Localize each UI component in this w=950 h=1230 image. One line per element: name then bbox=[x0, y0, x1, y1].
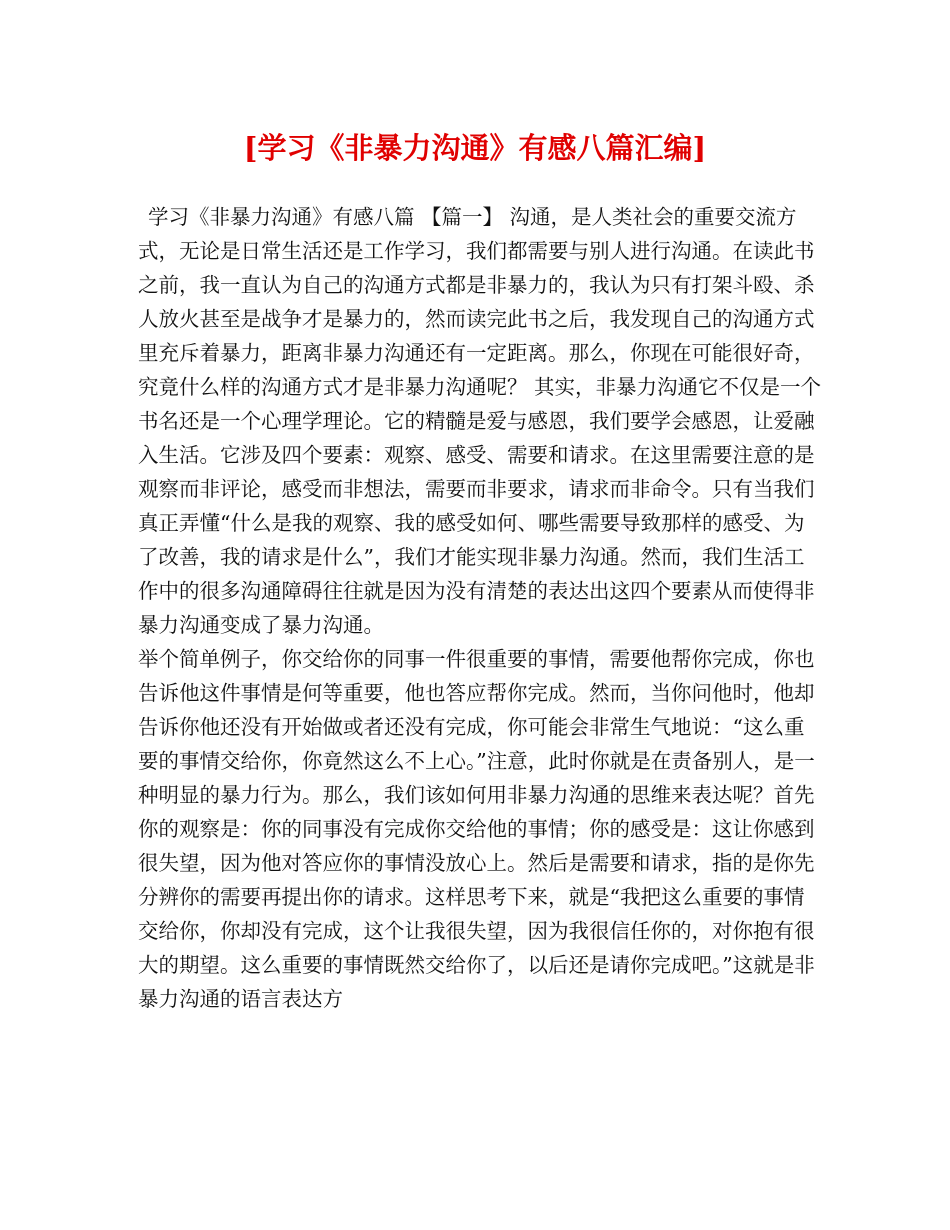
paragraph-1: 学习《非暴力沟通》有感八篇 【篇一】 沟通，是人类社会的重要交流方式，无论是日常生活还是工作学习，我们都需要与别人进行沟通。在读此书之前，我一直认为自己的沟通方式都是非暴力的，我认为只有打架斗殴、杀人放火甚至是战争才是暴力的，然而读完此书之后，我发现自己的沟通方式里充斥着暴力，距离非暴力沟通还有一定距离。那么，你现在可能很好奇，究竟什么样的沟通方式才是非暴力沟通呢？ 其实，非暴力沟通它不仅是一个书名还是一个心理学理论。它的精髓是爱与感恩，我们要学会感恩，让爱融入生活。它涉及四个要素：观察、感受、需要和请求。在这里需要注意的是观察而非评论，感受而非想法，需要而非要求，请求而非命令。只有当我们真正弄懂“什么是我的观察、我的感受如何、哪些需要导致那样的感受、为了改善，我的请求是什么”，我们才能实现非暴力沟通。然而，我们生活工作中的很多沟通障碍往往就是因为没有清楚的表达出这四个要素从而使得非暴力沟通变成了暴力沟通。 bbox=[138, 205, 822, 637]
document-body bbox=[138, 200, 822, 1016]
document-title: [学习《非暴力沟通》有感八篇汇编] bbox=[243, 131, 707, 165]
paragraph-2: 举个简单例子，你交给你的同事一件很重要的事情，需要他帮你完成，你也告诉他这件事情是何等重要，他也答应帮你完成。然而，当你问他时，他却告诉你他还没有开始做或者还没有完成，你可能会非常生气地说：“这么重要的事情交给你，你竟然这么不上心。”注意，此时你就是在责备别人，是一种明显的暴力行为。那么，我们该如何用非暴力沟通的思维来表达呢？首先你的观察是：你的同事没有完成你交给他的事情；你的感受是：这让你感到很失望，因为他对答应你的事情没放心上。然后是需要和请求，指的是你先分辨你的需要再提出你的请求。这样思考下来，就是“我把这么重要的事情交给你，你却没有完成，这个让我很失望，因为我很信任你的，对你抱有很大的期望。这么重要的事情既然交给你了，以后还是请你完成吧。”这就是非暴力沟通的语言表达方 bbox=[138, 647, 815, 1011]
